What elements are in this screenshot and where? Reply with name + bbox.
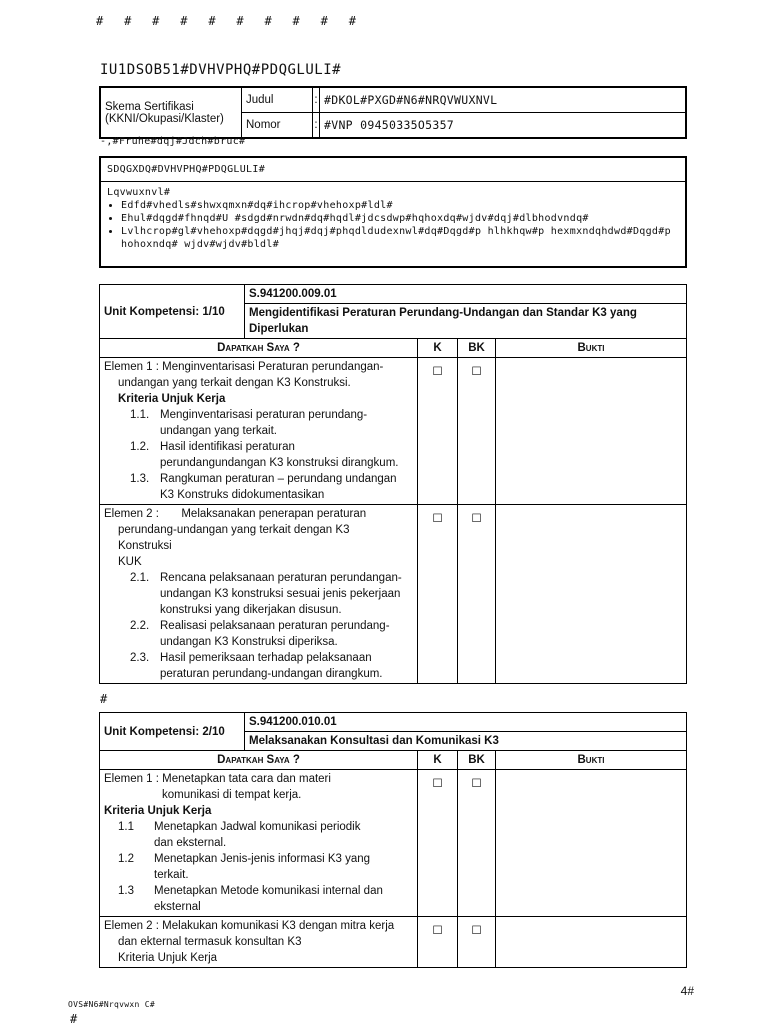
kuk-item [104, 819, 413, 851]
element-cell [100, 917, 418, 968]
bk-checkbox[interactable]: ☐ [458, 358, 496, 505]
header-bukti: Bukti [496, 751, 687, 770]
kuk-heading: KUK [118, 556, 142, 568]
kuk-text: terkait. [154, 869, 189, 881]
header-bk: BK [458, 339, 496, 358]
kuk-item [104, 618, 413, 650]
bukti-cell[interactable] [496, 505, 687, 684]
element-line: undangan yang terkait dengan K3 Konstruksi. [118, 377, 351, 389]
guide-box [99, 156, 687, 268]
kuk-text: Rangkuman peraturan – perundang undangan [160, 473, 397, 485]
header-bukti: Bukti [496, 339, 687, 358]
kuk-text: Hasil identifikasi peraturan [160, 441, 295, 453]
bukti-cell[interactable] [496, 358, 687, 505]
kuk-text: Rencana pelaksanaan peraturan perundangan- [160, 572, 402, 584]
element-line: perundang-undangan yang terkait dengan K3 [118, 524, 350, 536]
kuk-text: undangan K3 konstruksi sesuai jenis pekerjaan [160, 588, 401, 600]
bukti-cell[interactable] [496, 917, 687, 968]
form-title: IU1DSOB51#DVHVPHQ#PDQGLULI# [100, 62, 342, 78]
guide-subheading: Lqvwuxnvl# [107, 187, 171, 198]
hash-mark: # [124, 14, 132, 28]
unit1-table [99, 284, 687, 684]
unit-title: Mengidentifikasi Peraturan Perundang-Undangan dan Standar K3 yang Diperlukan [245, 304, 687, 339]
kuk-item [104, 650, 413, 682]
kuk-number: 2.1. [130, 572, 150, 584]
kuk-text: konstruksi yang dikerjakan disusun. [160, 604, 342, 616]
between-hash: # [100, 692, 108, 706]
scheme-label: Skema Sertifikasi (KKNI/Okupasi/Klaster) [100, 87, 242, 138]
kuk-heading: Kriteria Unjuk Kerja [104, 805, 212, 817]
k-checkbox[interactable]: ☐ [418, 358, 458, 505]
element-line: dan ekternal termasuk konsultan K3 [118, 936, 302, 948]
hash-mark: # [96, 14, 104, 28]
kuk-text: Menginventarisasi peraturan perundang- [160, 409, 368, 421]
kuk-text: Menetapkan Jenis-jenis informasi K3 yang [154, 853, 371, 865]
element-cell [100, 505, 418, 684]
guide-list [107, 199, 679, 251]
kuk-number: 2.2. [130, 620, 150, 632]
unit2-table [99, 712, 687, 968]
hash-mark: # [236, 14, 244, 28]
hash-mark: # [292, 14, 300, 28]
element-line: komunikasi di tempat kerja. [162, 789, 302, 801]
kuk-text: K3 Konstruks didokumentasikan [160, 489, 325, 501]
kuk-number: 1.1. [130, 409, 150, 421]
judul-value: #DKOL#PXGD#N6#NRQVWUXNVL [320, 87, 687, 113]
scheme-table [99, 86, 687, 139]
hash-mark: # [348, 14, 356, 28]
kuk-text: undangan K3 Konstruksi diperiksa. [160, 636, 338, 648]
kuk-text: peraturan perundang-undangan dirangkum. [160, 668, 383, 680]
kuk-text: Menetapkan Metode komunikasi internal dan [154, 885, 383, 897]
kuk-heading: Kriteria Unjuk Kerja [118, 393, 226, 405]
kuk-number: 1.2 [118, 853, 134, 865]
kuk-item [104, 439, 413, 471]
colon: : [313, 113, 320, 139]
kuk-text: undangan yang terkait. [160, 425, 278, 437]
kuk-text: perundangundangan K3 konstruksi dirangkum. [160, 457, 399, 469]
guide-body [101, 182, 685, 255]
bk-checkbox[interactable]: ☐ [458, 770, 496, 917]
top-hash-row [96, 14, 356, 28]
judul-label: Judul [242, 87, 313, 113]
unit-code: S.941200.009.01 [245, 285, 687, 304]
unit-label: Unit Kompetensi: 2/10 [100, 713, 245, 751]
bottom-hash: # [70, 1012, 78, 1026]
guide-heading: SDQGXDQ#DVHVPHQ#PDQGLULI# [101, 158, 685, 182]
unit-code: S.941200.010.01 [245, 713, 687, 732]
guide-bullet: • Ehul#dqgd#fhnqd#U #sdgd#nrwdn#dq#hqdl#jdcsdwp#hqhoxdq#wjdv#dqj#dlbhodvndq# [121, 212, 679, 225]
guide-bullet: • Lvlhcrop#gl#vhehoxp#dqgd#jhqj#dqj#phqdldudexnwl#dq#Dqgd#p hlhkhqw#p hexmxndqhdwd#Dqgd#p hohoxndq# wjdv#wjdv#bldl# [121, 225, 679, 251]
hash-mark: # [264, 14, 272, 28]
kuk-number: 1.1 [118, 821, 134, 833]
element-line: Elemen 1 : Menginventarisasi Peraturan perundangan- [104, 361, 384, 373]
kuk-number: 1.3 [118, 885, 134, 897]
nomor-label: Nomor [242, 113, 313, 139]
kuk-item [104, 407, 413, 439]
kuk-number: 1.3. [130, 473, 150, 485]
k-checkbox[interactable]: ☐ [418, 917, 458, 968]
element-cell [100, 770, 418, 917]
kuk-text: eksternal [154, 901, 201, 913]
note-line: -,#Fruhe#dqj#Jdch#bruc# [100, 136, 246, 147]
element-cell [100, 358, 418, 505]
bk-checkbox[interactable]: ☐ [458, 917, 496, 968]
guide-bullet: • Edfd#vhedls#shwxqmxn#dq#ihcrop#vhehoxp#ldl# [121, 199, 679, 212]
element-line: Konstruksi [118, 540, 172, 552]
hash-mark: # [180, 14, 188, 28]
kuk-text: Menetapkan Jadwal komunikasi periodik [154, 821, 361, 833]
kuk-number: 1.2. [130, 441, 150, 453]
bk-checkbox[interactable]: ☐ [458, 505, 496, 684]
nomor-value: #VNP 09450335O5357 [320, 113, 687, 139]
kuk-item [104, 471, 413, 503]
header-dapatkah: Dapatkah Saya ? [100, 751, 418, 770]
hash-mark: # [152, 14, 160, 28]
hash-mark: # [320, 14, 328, 28]
kuk-item [104, 883, 413, 915]
unit-label: Unit Kompetensi: 1/10 [100, 285, 245, 339]
k-checkbox[interactable]: ☐ [418, 770, 458, 917]
element-line: Elemen 1 : Menetapkan tata cara dan materi [104, 773, 331, 785]
header-dapatkah: Dapatkah Saya ? [100, 339, 418, 358]
element-line: Elemen 2 : Melakukan komunikasi K3 dengan mitra kerja [104, 920, 395, 932]
kuk-text: Realisasi pelaksanaan peraturan perundang- [160, 620, 390, 632]
kuk-text: Hasil pemeriksaan terhadap pelaksanaan [160, 652, 372, 664]
kuk-item [104, 570, 413, 618]
header-k: K [418, 751, 458, 770]
page-number: 4# [680, 984, 694, 998]
kuk-heading: Kriteria Unjuk Kerja [118, 952, 218, 964]
footer-text: OVS#N6#Nrqvwxn C# [68, 1000, 155, 1009]
hash-mark: # [208, 14, 216, 28]
kuk-text: dan eksternal. [154, 837, 227, 849]
header-bk: BK [458, 751, 496, 770]
kuk-number: 2.3. [130, 652, 150, 664]
element-line: Elemen 2 : Melaksanakan penerapan peraturan [104, 508, 367, 520]
kuk-item [104, 851, 413, 883]
bukti-cell[interactable] [496, 770, 687, 917]
header-k: K [418, 339, 458, 358]
unit-title: Melaksanakan Konsultasi dan Komunikasi K3 [245, 732, 687, 751]
k-checkbox[interactable]: ☐ [418, 505, 458, 684]
colon: : [313, 87, 320, 113]
